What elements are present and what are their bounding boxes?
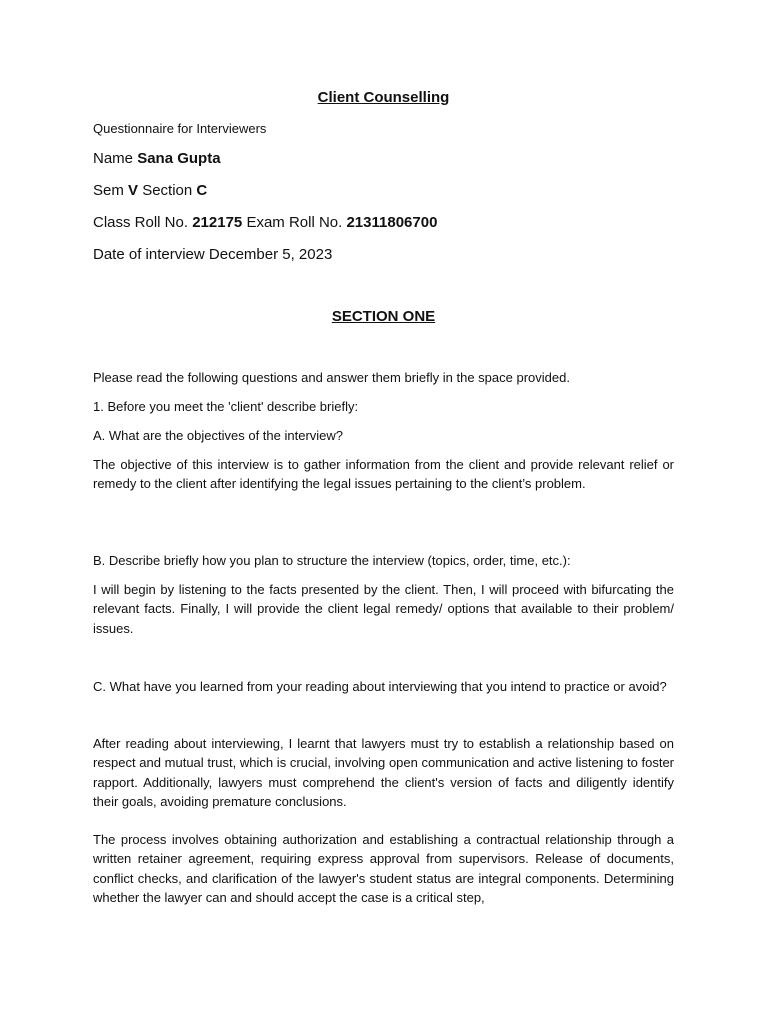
roll-number-field: [93, 214, 437, 231]
interview-date-field: [93, 246, 332, 263]
answer-c-paragraph-1: After reading about interviewing, I learnt that lawyers must try to establish a relationship based on respect and mutual trust, which is crucial, involving open communication and active listening to foster rapport. Additionally, lawyers must comprehend the client's version of facts and diligently identify their goals, avoiding premature conclusions.: [93, 736, 674, 809]
date-value: December 5, 2023: [208, 246, 333, 263]
answer-a: The objective of this interview is to gather information from the client and provide relevant relief or remedy to the client after identifying the legal issues pertaining to the client’s problem.: [93, 457, 674, 492]
question-b: B. Describe briefly how you plan to structure the interview (topics, order, time, etc.):: [93, 553, 571, 568]
section-value: C: [196, 182, 208, 199]
question-a: A. What are the objectives of the interview?: [93, 428, 344, 443]
document-page: [93, 0, 674, 1024]
sem-label: Sem: [93, 182, 124, 199]
answer-c-paragraph-2: The process involves obtaining authorization and establishing a contractual relationship through a written retainer agreement, requiring express approval from supervisors. Release of documents, conflict checks, and clarification of the lawyer's student status are integral components. Determining whether the lawyer can and should accept the case is a critical step,: [93, 832, 674, 905]
exam-roll-value: 21311806700: [346, 214, 438, 231]
date-label: Date of interview: [93, 246, 205, 263]
exam-roll-label: Exam Roll No.: [246, 214, 343, 231]
document-subtitle: Questionnaire for Interviewers: [93, 121, 267, 136]
name-label: Name: [93, 150, 134, 167]
instructions-text: Please read the following questions and answer them briefly in the space provided.: [93, 370, 570, 385]
sem-section-field: [93, 182, 207, 199]
document-title: Client Counselling: [317, 89, 450, 106]
sem-value: V: [128, 182, 139, 199]
class-roll-value: 212175: [192, 214, 243, 231]
question-1: 1. Before you meet the 'client' describe briefly:: [93, 399, 359, 414]
class-roll-label: Class Roll No.: [93, 214, 189, 231]
name-field: [93, 150, 221, 167]
answer-b: I will begin by listening to the facts presented by the client. Then, I will proceed with bifurcating the relevant facts. Finally, I will provide the client legal remedy/ options that available to their problem/ issues.: [93, 582, 674, 636]
name-value: Sana Gupta: [137, 150, 221, 167]
question-c: C. What have you learned from your reading about interviewing that you intend to practice or avoid?: [93, 679, 667, 694]
section-one-heading: SECTION ONE: [331, 308, 436, 325]
section-label: Section: [142, 182, 193, 199]
